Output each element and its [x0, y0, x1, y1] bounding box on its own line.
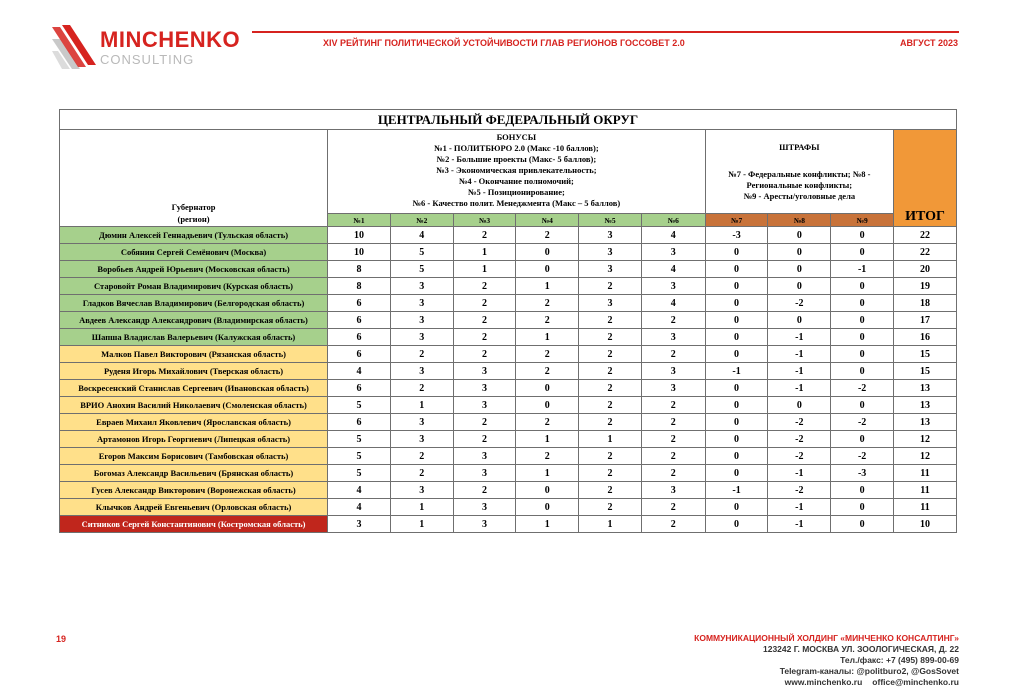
- bonus-col-header: №2: [390, 214, 453, 227]
- bonus-cell: 1: [453, 261, 516, 278]
- bonus-cell: 2: [390, 448, 453, 465]
- penalty-cell: 0: [705, 278, 768, 295]
- penalty-col-header: №8: [768, 214, 831, 227]
- table-row: [60, 397, 957, 414]
- bonus-cell: 2: [641, 448, 705, 465]
- governor-name-cell: Воскресенский Станислав Сергеевич (Ивановская область): [60, 380, 328, 397]
- bonus-cell: 0: [516, 261, 579, 278]
- penalty-cell: 0: [831, 431, 894, 448]
- bonus-cell: 2: [579, 312, 642, 329]
- bonus-cell: 4: [641, 295, 705, 312]
- table-row: [60, 244, 957, 261]
- bonus-cell: 1: [516, 431, 579, 448]
- bonus-cell: 6: [328, 312, 391, 329]
- penalty-cell: 0: [768, 312, 831, 329]
- total-cell: 16: [894, 329, 957, 346]
- bonus-cell: 0: [516, 482, 579, 499]
- bonus-cell: 3: [641, 244, 705, 261]
- bonus-cell: 2: [453, 482, 516, 499]
- logo-subtitle: CONSULTING: [100, 52, 195, 67]
- total-cell: 18: [894, 295, 957, 312]
- governor-name-cell: Малков Павел Викторович (Рязанская область): [60, 346, 328, 363]
- bonus-cell: 1: [516, 278, 579, 295]
- total-cell: 22: [894, 227, 957, 244]
- governor-name-cell: Старовойт Роман Владимирович (Курская область): [60, 278, 328, 295]
- bonus-cell: 8: [328, 278, 391, 295]
- penalty-cell: 0: [768, 278, 831, 295]
- table-body: [60, 227, 957, 533]
- bonus-cell: 2: [453, 295, 516, 312]
- penalty-cell: 0: [705, 397, 768, 414]
- penalty-cell: -2: [831, 414, 894, 431]
- bonus-cell: 3: [453, 397, 516, 414]
- bonus-cell: 2: [579, 363, 642, 380]
- total-cell: 22: [894, 244, 957, 261]
- total-cell: 11: [894, 499, 957, 516]
- footer-telegram: Telegram-каналы: @politburo2, @GosSovet: [779, 666, 959, 676]
- penalty-cell: 0: [705, 448, 768, 465]
- bonus-cell: 3: [328, 516, 391, 533]
- bonus-cell: 1: [516, 465, 579, 482]
- governor-header: [60, 130, 328, 227]
- governor-name-cell: Гладков Вячеслав Владимирович (Белгородская область): [60, 295, 328, 312]
- penalty-cell: 0: [831, 516, 894, 533]
- bonus-cell: 6: [328, 329, 391, 346]
- penalty-cell: 0: [768, 397, 831, 414]
- bonus-cell: 2: [516, 448, 579, 465]
- total-cell: 17: [894, 312, 957, 329]
- penalty-cell: 0: [705, 329, 768, 346]
- minchenko-logo-icon: [52, 25, 100, 69]
- bonus-cell: 3: [641, 329, 705, 346]
- bonus-cell: 3: [390, 278, 453, 295]
- bonus-cell: 3: [390, 312, 453, 329]
- bonus-cell: 2: [641, 397, 705, 414]
- bonus-header: [328, 130, 706, 214]
- bonus-cell: 6: [328, 414, 391, 431]
- penalty-cell: 0: [705, 516, 768, 533]
- bonus-cell: 2: [641, 346, 705, 363]
- bonus-cell: 5: [328, 465, 391, 482]
- bonus-cell: 2: [579, 397, 642, 414]
- table-row: [60, 227, 957, 244]
- bonus-cell: 2: [453, 227, 516, 244]
- table-row: [60, 482, 957, 499]
- page-number: 19: [56, 634, 67, 644]
- bonus-cell: 2: [579, 380, 642, 397]
- table-row: [60, 261, 957, 278]
- penalty-cell: 0: [831, 499, 894, 516]
- bonus-cell: 3: [579, 244, 642, 261]
- bonus-cell: 2: [453, 312, 516, 329]
- total-cell: 13: [894, 380, 957, 397]
- penalty-cell: -1: [768, 465, 831, 482]
- bonus-cell: 1: [390, 397, 453, 414]
- bonus-header-line: №2 - Большие проекты (Макс- 5 баллов);: [436, 154, 597, 164]
- penalty-cell: 0: [831, 482, 894, 499]
- total-cell: 13: [894, 397, 957, 414]
- bonus-cell: 6: [328, 380, 391, 397]
- penalty-cell: 0: [831, 244, 894, 261]
- bonus-cell: 2: [641, 312, 705, 329]
- bonus-cell: 2: [641, 414, 705, 431]
- bonus-cell: 2: [641, 499, 705, 516]
- penalty-cell: 0: [705, 244, 768, 261]
- bonus-cell: 2: [641, 431, 705, 448]
- penalty-cell: -1: [768, 380, 831, 397]
- penalty-cell: 0: [831, 346, 894, 363]
- bonus-cell: 1: [453, 244, 516, 261]
- bonus-cell: 2: [453, 278, 516, 295]
- bonus-cell: 2: [579, 499, 642, 516]
- footer-phone: Тел./факс: +7 (495) 899-00-69: [840, 655, 959, 665]
- table-row: [60, 312, 957, 329]
- penalty-cell: -3: [831, 465, 894, 482]
- bonus-cell: 5: [328, 431, 391, 448]
- table-row: [60, 448, 957, 465]
- bonus-cell: 2: [453, 329, 516, 346]
- penalty-cell: -1: [768, 363, 831, 380]
- table-row: [60, 516, 957, 533]
- bonus-cell: 2: [516, 346, 579, 363]
- penalty-cell: -2: [768, 431, 831, 448]
- table-title: ЦЕНТРАЛЬНЫЙ ФЕДЕРАЛЬНЫЙ ОКРУГ: [60, 110, 957, 130]
- governor-name-cell: Богомаз Александр Васильевич (Брянская область): [60, 465, 328, 482]
- bonus-cell: 2: [579, 346, 642, 363]
- bonus-header-line: №3 - Экономическая привлекательность;: [436, 165, 597, 175]
- bonus-header-line: №4 - Окончание полномочий;: [458, 176, 574, 186]
- bonus-cell: 4: [641, 227, 705, 244]
- penalty-cell: -1: [831, 261, 894, 278]
- penalty-cell: 0: [831, 329, 894, 346]
- bonus-cell: 2: [390, 380, 453, 397]
- bonus-cell: 4: [328, 363, 391, 380]
- governor-name-cell: Клычков Андрей Евгеньевич (Орловская область): [60, 499, 328, 516]
- bonus-header-line: №5 - Позиционирование;: [467, 187, 565, 197]
- bonus-cell: 2: [579, 414, 642, 431]
- total-cell: 15: [894, 346, 957, 363]
- bonus-col-header: №6: [641, 214, 705, 227]
- bonus-cell: 1: [390, 516, 453, 533]
- penalty-cell: -2: [768, 482, 831, 499]
- bonus-cell: 2: [579, 465, 642, 482]
- table-row: [60, 278, 957, 295]
- bonus-cell: 2: [641, 465, 705, 482]
- governor-name-cell: Воробьев Андрей Юрьевич (Московская область): [60, 261, 328, 278]
- penalty-header: [705, 130, 893, 214]
- footer-site-link[interactable]: www.minchenko.ru: [784, 677, 863, 687]
- penalty-cell: -1: [768, 499, 831, 516]
- bonus-cell: 4: [641, 261, 705, 278]
- bonus-cell: 2: [516, 414, 579, 431]
- penalty-col-header: №7: [705, 214, 768, 227]
- bonus-cell: 2: [516, 363, 579, 380]
- bonus-cell: 0: [516, 244, 579, 261]
- total-cell: 13: [894, 414, 957, 431]
- bonus-cell: 3: [641, 380, 705, 397]
- penalty-cell: 0: [768, 227, 831, 244]
- bonus-cell: 2: [579, 278, 642, 295]
- bonus-header-line: №1 - ПОЛИТБЮРО 2.0 (Макс -10 баллов);: [434, 143, 599, 153]
- bonus-cell: 2: [641, 516, 705, 533]
- penalty-cell: -2: [768, 414, 831, 431]
- bonus-header-line: №6 - Качество полит. Менеджмента (Макс – 5 баллов): [412, 198, 621, 208]
- bonus-col-header: №1: [328, 214, 391, 227]
- penalty-cell: 0: [768, 244, 831, 261]
- table-row: [60, 414, 957, 431]
- governor-name-cell: Авдеев Александр Александрович (Владимирская область): [60, 312, 328, 329]
- total-cell: 20: [894, 261, 957, 278]
- bonus-cell: 1: [579, 431, 642, 448]
- table-row: [60, 295, 957, 312]
- penalty-cell: -2: [831, 380, 894, 397]
- bonus-cell: 10: [328, 244, 391, 261]
- footer-email-link[interactable]: office@minchenko.ru: [872, 677, 959, 687]
- bonus-cell: 2: [579, 482, 642, 499]
- bonus-cell: 5: [390, 261, 453, 278]
- bonus-cell: 5: [328, 448, 391, 465]
- bonus-cell: 3: [453, 499, 516, 516]
- bonus-cell: 0: [516, 397, 579, 414]
- bonus-cell: 2: [516, 227, 579, 244]
- bonus-cell: 3: [641, 278, 705, 295]
- bonus-cell: 3: [390, 414, 453, 431]
- rating-table: [59, 109, 957, 533]
- total-cell: 19: [894, 278, 957, 295]
- penalty-header-line: №7 - Федеральные конфликты; №8 -: [728, 168, 871, 179]
- governor-name-cell: Евраев Михаил Яковлевич (Ярославская область): [60, 414, 328, 431]
- penalty-cell: 0: [705, 499, 768, 516]
- bonus-cell: 2: [579, 448, 642, 465]
- governor-name-cell: ВРИО Анохин Василий Николаевич (Смоленская область): [60, 397, 328, 414]
- total-cell: 12: [894, 448, 957, 465]
- bonus-col-header: №5: [579, 214, 642, 227]
- bonus-cell: 10: [328, 227, 391, 244]
- penalty-cell: -1: [768, 346, 831, 363]
- penalty-cell: -2: [831, 448, 894, 465]
- penalty-cell: -1: [768, 329, 831, 346]
- header-divider: [252, 31, 959, 33]
- bonus-col-header: №3: [453, 214, 516, 227]
- bonus-cell: 3: [641, 363, 705, 380]
- bonus-cell: 2: [453, 431, 516, 448]
- bonus-cell: 0: [516, 499, 579, 516]
- total-cell: 11: [894, 465, 957, 482]
- penalty-cell: 0: [831, 363, 894, 380]
- bonus-cell: 8: [328, 261, 391, 278]
- governor-header-line: Губернатор: [171, 202, 216, 212]
- table-row: [60, 329, 957, 346]
- governor-name-cell: Руденя Игорь Михайлович (Тверская область): [60, 363, 328, 380]
- bonus-cell: 1: [516, 516, 579, 533]
- bonus-cell: 3: [453, 448, 516, 465]
- bonus-col-header: №4: [516, 214, 579, 227]
- penalty-cell: 0: [768, 261, 831, 278]
- governor-name-cell: Ситников Сергей Константинович (Костромская область): [60, 516, 328, 533]
- governor-name-cell: Гусев Александр Викторович (Воронежская область): [60, 482, 328, 499]
- footer-address: 123242 Г. МОСКВА УЛ. ЗООЛОГИЧЕСКАЯ, Д. 22: [763, 644, 959, 654]
- penalty-cell: 0: [831, 295, 894, 312]
- total-cell: 10: [894, 516, 957, 533]
- bonus-cell: 5: [390, 244, 453, 261]
- penalty-cell: -2: [768, 295, 831, 312]
- total-cell: 15: [894, 363, 957, 380]
- penalty-cell: 0: [705, 414, 768, 431]
- total-cell: 12: [894, 431, 957, 448]
- bonus-cell: 4: [328, 482, 391, 499]
- bonus-cell: 1: [579, 516, 642, 533]
- footer-contacts: [694, 633, 959, 688]
- bonus-cell: 1: [390, 499, 453, 516]
- bonus-cell: 0: [516, 380, 579, 397]
- bonus-cell: 2: [579, 329, 642, 346]
- report-date: АВГУСТ 2023: [900, 38, 958, 48]
- bonus-cell: 3: [453, 380, 516, 397]
- bonus-cell: 5: [328, 397, 391, 414]
- bonus-cell: 3: [390, 363, 453, 380]
- penalty-cell: 0: [705, 261, 768, 278]
- governor-name-cell: Шапша Владислав Валерьевич (Калужская область): [60, 329, 328, 346]
- bonus-cell: 6: [328, 295, 391, 312]
- report-title: XIV РЕЙТИНГ ПОЛИТИЧЕСКОЙ УСТОЙЧИВОСТИ ГЛАВ РЕГИОНОВ ГОССОВЕТ 2.0: [323, 38, 685, 48]
- bonus-cell: 3: [390, 482, 453, 499]
- penalty-header-line: №9 - Аресты/уголовные дела: [743, 190, 856, 201]
- penalty-cell: 0: [705, 346, 768, 363]
- penalty-header-line: Региональные конфликты;: [746, 179, 853, 190]
- bonus-cell: 3: [390, 329, 453, 346]
- penalty-cell: -3: [705, 227, 768, 244]
- bonus-cell: 3: [579, 295, 642, 312]
- bonus-cell: 2: [390, 346, 453, 363]
- table-row: [60, 380, 957, 397]
- bonus-cell: 3: [579, 227, 642, 244]
- total-header: ИТОГ: [894, 130, 957, 227]
- penalty-cell: -1: [768, 516, 831, 533]
- table-row: [60, 499, 957, 516]
- table-row: [60, 363, 957, 380]
- bonus-cell: 3: [453, 363, 516, 380]
- governor-name-cell: Собянин Сергей Семёнович (Москва): [60, 244, 328, 261]
- governor-header-line: (регион): [177, 214, 210, 224]
- penalty-cell: 0: [831, 312, 894, 329]
- penalty-col-header: №9: [831, 214, 894, 227]
- bonus-cell: 2: [390, 465, 453, 482]
- governor-name-cell: Дюмин Алексей Геннадьевич (Тульская область): [60, 227, 328, 244]
- penalty-cell: 0: [705, 295, 768, 312]
- penalty-cell: 0: [831, 397, 894, 414]
- penalty-cell: -1: [705, 363, 768, 380]
- bonus-cell: 2: [516, 295, 579, 312]
- penalty-cell: -1: [705, 482, 768, 499]
- bonus-cell: 3: [453, 465, 516, 482]
- bonus-cell: 2: [453, 346, 516, 363]
- penalty-cell: 0: [831, 227, 894, 244]
- bonus-cell: 2: [453, 414, 516, 431]
- penalty-cell: -2: [768, 448, 831, 465]
- logo-wordmark: MINCHENKO: [100, 27, 241, 52]
- penalty-cell: 0: [705, 312, 768, 329]
- governor-name-cell: Егоров Максим Борисович (Тамбовская область): [60, 448, 328, 465]
- bonus-cell: 3: [390, 295, 453, 312]
- bonus-cell: 2: [516, 312, 579, 329]
- bonus-cell: 3: [579, 261, 642, 278]
- footer-company: КОММУНИКАЦИОННЫЙ ХОЛДИНГ «МИНЧЕНКО КОНСАЛТИНГ»: [694, 633, 959, 643]
- penalty-cell: 0: [831, 278, 894, 295]
- bonus-cell: 6: [328, 346, 391, 363]
- table-row: [60, 465, 957, 482]
- penalty-header-title: ШТРАФЫ: [779, 141, 820, 152]
- bonus-cell: 3: [453, 516, 516, 533]
- penalty-cell: 0: [705, 431, 768, 448]
- bonus-cell: 3: [641, 482, 705, 499]
- table-row: [60, 346, 957, 363]
- bonus-header-line: БОНУСЫ: [496, 132, 537, 142]
- bonus-cell: 3: [390, 431, 453, 448]
- penalty-cell: 0: [705, 465, 768, 482]
- bonus-cell: 4: [328, 499, 391, 516]
- penalty-cell: 0: [705, 380, 768, 397]
- bonus-cell: 1: [516, 329, 579, 346]
- governor-name-cell: Артамонов Игорь Георгиевич (Липецкая область): [60, 431, 328, 448]
- total-cell: 11: [894, 482, 957, 499]
- bonus-cell: 4: [390, 227, 453, 244]
- table-row: [60, 431, 957, 448]
